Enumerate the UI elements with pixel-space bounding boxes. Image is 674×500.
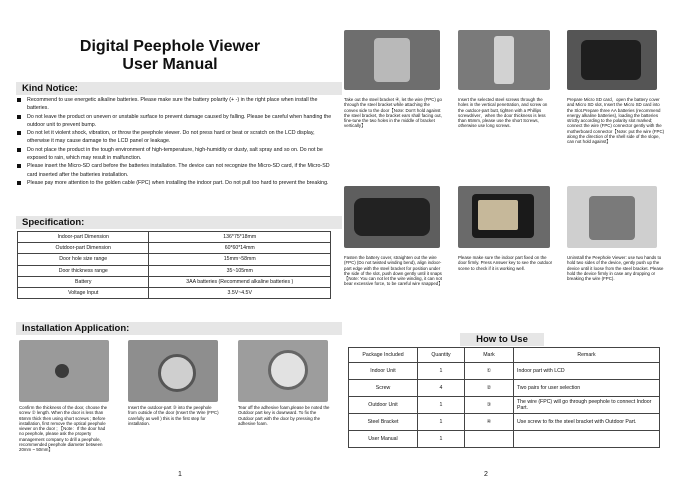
- install-photo-adhesive: [238, 340, 328, 402]
- step-photo-uninstall: [567, 186, 657, 248]
- notice-item: Recommend to use energetic alkaline batteries. Please make sure the battery polarity (+ -) in the right place when install the batteries.: [16, 96, 334, 113]
- step-caption: Prepare Micro SD card，open the battery cover and Micro SD slot, Insert the Micro SD card into the Slot.Prepare three AA batteries (recommend energy alkaline batteries), loading the batteries strictly according to the polarity slot marked; connect the wire (FPC) connector gently with the motherboard connector【Note: put the wire (FPC) along the direction of the shell side of the slope, can not hold against】: [567, 97, 665, 145]
- page-number: 2: [484, 471, 488, 478]
- column-header: Package Included: [349, 348, 418, 363]
- step-photo-sd-card: [567, 30, 657, 90]
- installation-heading: Installation Application:: [16, 322, 342, 335]
- notice-list: [16, 96, 334, 187]
- step-caption: Please make sure the indoor part fixed on the door firmly. Press Answer key to see the outdoor scene to check if it is working well.: [458, 255, 553, 271]
- specification-heading: Specification:: [16, 216, 342, 229]
- install-photo-outdoor-part: [128, 340, 218, 402]
- table-row: Indoor Unit 1 ① Indoor part with LCD: [349, 363, 660, 380]
- kind-notice-heading: Kind Notice:: [16, 82, 342, 95]
- table-row: Steel Bracket 1 ④ Use screw to fix the steel bracket with Outdoor Part.: [349, 414, 660, 431]
- notice-item: Please pay more attention to the golden cable (FPC) when installing the indoor part. Do not pull too hard to prevent the breaking.: [16, 179, 334, 187]
- step-caption: Take out the steel bracket ④, let the wire (FPC) go through the steel bracket while attaching the convex side to the door【Note: Don't hold against the steel bracket, the bracket ears shall facing out, fine-tune the two holes in the middle of bracket vertically】: [344, 97, 442, 129]
- step-photo-screws: [458, 30, 550, 90]
- table-row: User Manual 1: [349, 431, 660, 448]
- manual-title-line2: User Manual: [122, 56, 218, 73]
- column-header: Remark: [514, 348, 660, 363]
- column-header: Quantity: [418, 348, 465, 363]
- package-table: [348, 347, 660, 448]
- install-photo-door: [19, 340, 109, 402]
- table-row: Screw 4 ② Two pairs for user selection: [349, 380, 660, 397]
- step-caption: Fasten the battery cover, straighten out the wire (FPC) (Do not twisted winding bend), align indoor-part edge with the steel bracket for position under the side of the slot, push down gently until it snaps【Note: You can not let the wire winding, it can not bear excessive force, to be careful wire snapped】: [344, 255, 443, 287]
- specification-table: [17, 231, 331, 299]
- step-photo-indoor-screen: [458, 186, 550, 248]
- table-header-row: [349, 348, 660, 363]
- install-caption: Tear off the adhesive foam,please be noted the Outdoor part key is downward. To fix the Outdoor part with the door by pressing the adhesive foam.: [238, 405, 330, 426]
- table-row: Outdoor-part Dimension 60*60*14mm: [18, 243, 331, 254]
- page-number: 1: [178, 471, 182, 478]
- column-header: Mark: [465, 348, 514, 363]
- step-caption: Insert the selected steel screws through the holes in the vertical penetration, and screw on the outdoor-part butt, tighten with a Phillips screwdriver，when the door thickness is less than 65mm, please use the short Screws, otherwise use long screws.: [458, 97, 548, 129]
- step-photo-battery-cover: [344, 186, 440, 248]
- table-row: Voltage Input 3.5V~4.5V: [18, 287, 331, 298]
- table-row: Indoor-part Dimension 136*75*18mm: [18, 232, 331, 243]
- notice-item: Please insert the Micro-SD card before the batteries installation. The device can not recognize the Micro-SD card, if the Micro-SD card inserted after the batteries installation.: [16, 162, 334, 179]
- notice-item: Do not place the product in the tough environment of high-temperature, high-humidity or dusty, salt spray and so on. Do not be exposed to rain, which may result in malfunction.: [16, 146, 334, 163]
- how-to-use-heading: How to Use: [460, 333, 544, 346]
- table-row: Battery 3AA batteries (Recommend alkaline batteries ): [18, 276, 331, 287]
- table-row: Door hole size range 15mm~58mm: [18, 254, 331, 265]
- manual-title-line1: Digital Peephole Viewer: [79, 38, 261, 55]
- table-row: Outdoor Unit 1 ③ The wire (FPC) will go through peephole to connect Indoor Part.: [349, 397, 660, 414]
- table-row: Door thickness range 35~105mm: [18, 265, 331, 276]
- install-caption: Confirm the thickness of the door, choose the screw ② length. When the door is less than 65mm thick then using short screws ; Before installation, first remove the optical peephole viewer on the door ; 【Note：If the door had no peephole, please ask the property management company to drill a peephole, recommended peephole diameter between 20mm ~ 50mm】: [19, 405, 108, 453]
- step-caption: Uninstall the Peephole Viewer: use two hands to hold two sides of the device, gently push up the device until it loose from the steel bracket. Please hold the device firmly in case any dropping or breaking the wire (FPC).: [567, 255, 664, 282]
- install-caption: Insert the outdoor-part ③ into the peephole from outside of the door (Insert the Wire (FPC) carefully as well ) this is the first step for installation.: [128, 405, 219, 426]
- notice-item: Do not let it violent shock, vibration, or throw the peephole viewer. Do not press hard or beat or scratch on the LCD display, otherwise it may cause damage to the LCD panel or leakage.: [16, 129, 334, 146]
- step-photo-bracket: [344, 30, 440, 90]
- notice-item: Do not leave the product on uneven or unstable surface to prevent damage caused by falling. Please be careful when handing the outdoor unit to prevent bump.: [16, 113, 334, 130]
